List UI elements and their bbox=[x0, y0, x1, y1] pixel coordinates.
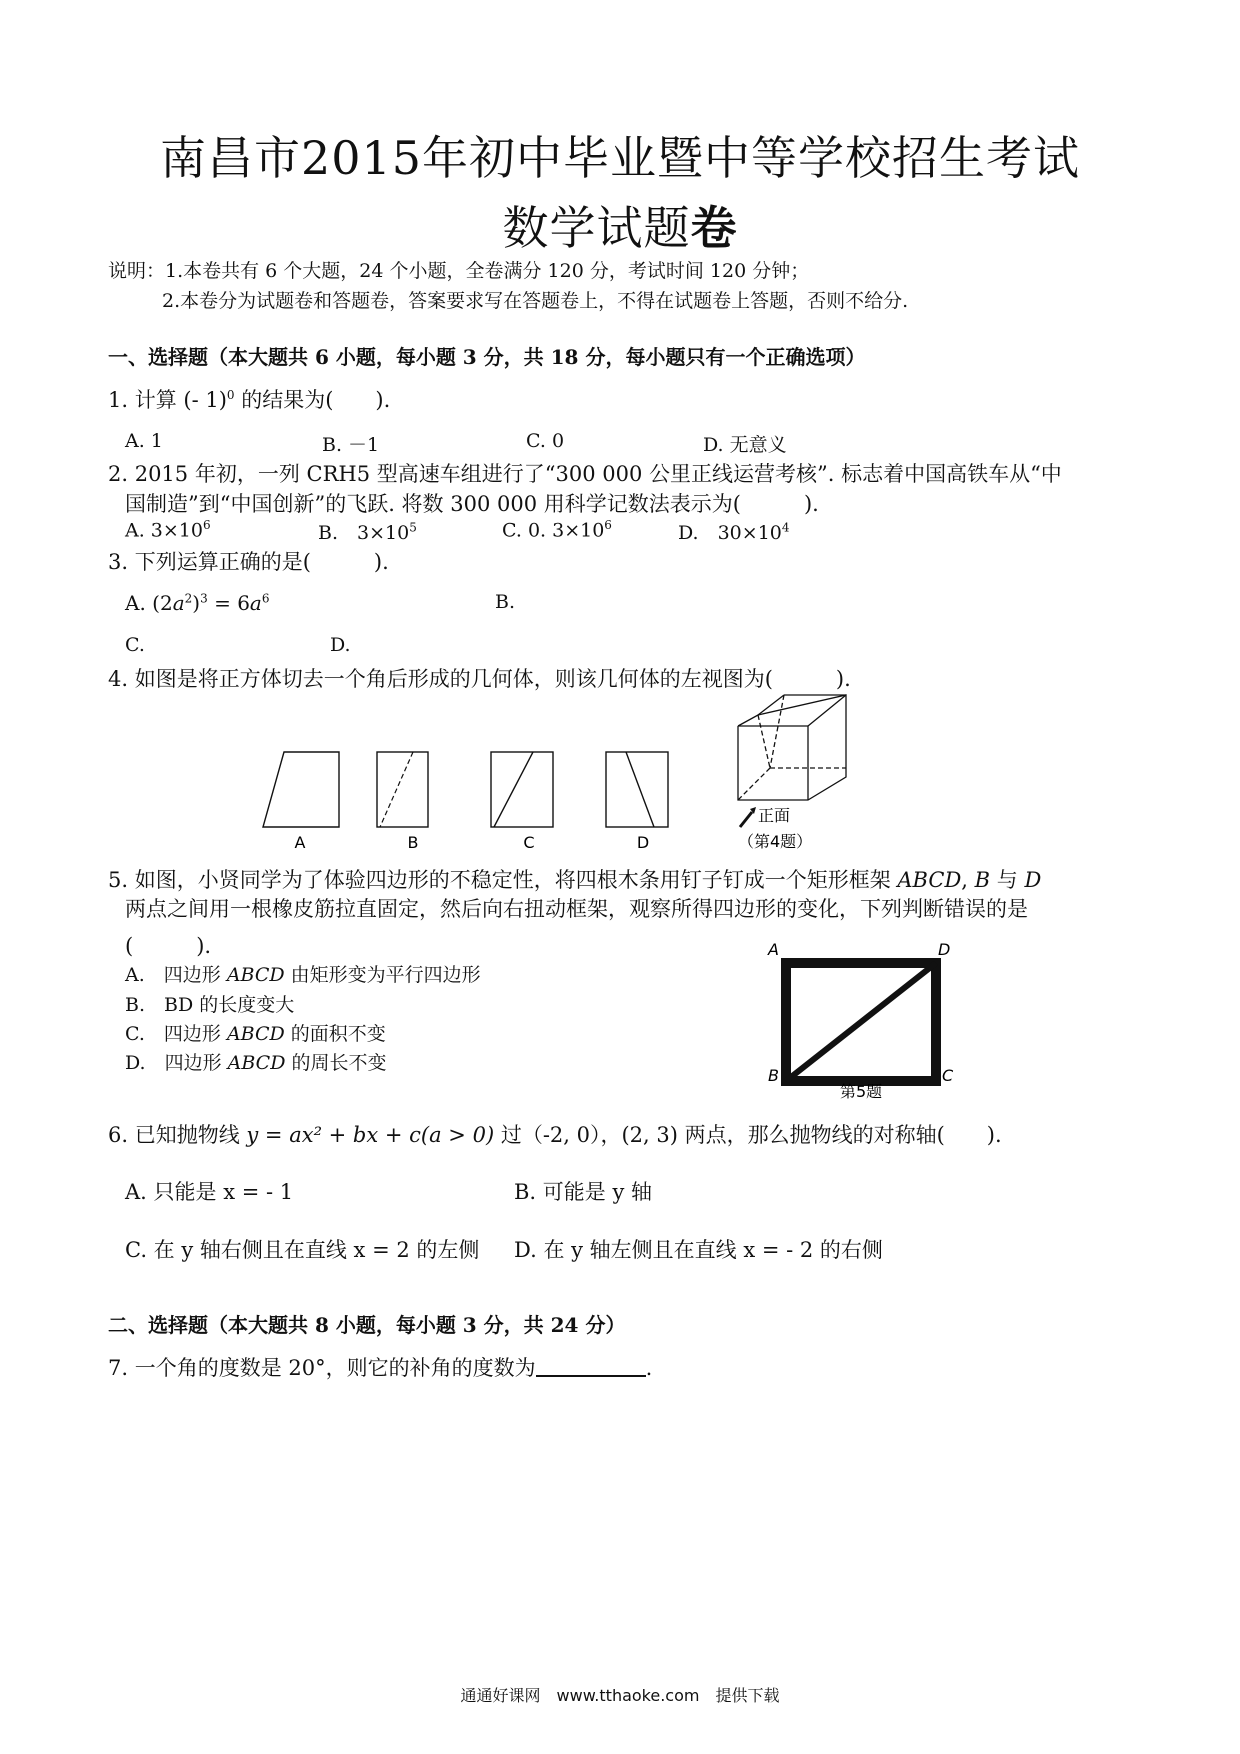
q4-view-d-line bbox=[626, 752, 654, 827]
q3-a-var: a bbox=[172, 591, 185, 615]
q5-d-abcd: ABCD bbox=[227, 1052, 286, 1074]
question-6 bbox=[108, 1119, 1002, 1149]
page-footer: 通通好课网 www.tthaoke.com 提供下载 bbox=[460, 1686, 780, 1705]
q6-option-c: C. 在 y 轴右侧且在直线 x = 2 的左侧 bbox=[125, 1238, 480, 1262]
q5-option-b: B. BD 的长度变大 bbox=[125, 994, 295, 1016]
q5-c-2: 的面积不变 bbox=[284, 1023, 386, 1045]
q4-label-a: A bbox=[294, 833, 306, 852]
q4-view-a bbox=[263, 752, 339, 827]
note-line-1: 说明：1.本卷共有 6 个大题，24 个小题，全卷满分 120 分，考试时间 120 分钟； bbox=[108, 260, 810, 282]
q3-a-3: = 6 bbox=[207, 591, 250, 615]
q5-text-1: 5. 如图，小贤同学为了体验四边形的不稳定性，将四根木条用钉子钉成一个矩形框架 bbox=[108, 868, 898, 892]
q3-a-exp3: 6 bbox=[261, 591, 270, 606]
question-4: 4. 如图是将正方体切去一个角后形成的几何体，则该几何体的左视图为( ). bbox=[108, 667, 851, 691]
q7-answer-blank[interactable] bbox=[536, 1357, 646, 1377]
q5-c-1: C. 四边形 bbox=[125, 1023, 227, 1045]
q2-option-c bbox=[502, 518, 612, 541]
note-line-2: 2.本卷分为试题卷和答题卷，答案要求写在答题卷上，不得在试题卷上答题，否则不给分. bbox=[162, 290, 909, 312]
q6-equation: y = ax² + bx + c(a > 0) bbox=[246, 1123, 495, 1147]
q4-caption: （第4题） bbox=[738, 832, 813, 851]
q3-a-var2: a bbox=[249, 591, 262, 615]
q5-abcd: ABCD bbox=[897, 868, 962, 892]
exam-subtitle bbox=[0, 192, 1240, 258]
exam-title: 南昌市2015年初中毕业暨中等学校招生考试 bbox=[159, 131, 1081, 185]
q2-option-b bbox=[318, 518, 417, 545]
question-5-line-3: ( ). bbox=[125, 934, 212, 958]
question-5-line-2: 两点之间用一根橡皮筋拉直固定，然后向右扭动框架，观察所得四边形的变化，下列判断错误的是 bbox=[125, 897, 1028, 921]
q5-diagonal-bd bbox=[786, 963, 936, 1081]
q4-cube-figure bbox=[738, 695, 846, 800]
q2-d-exp: 4 bbox=[781, 520, 790, 535]
q1-text-end: 的结果为( ). bbox=[234, 388, 391, 412]
q2-a-base: A. 3×10 bbox=[125, 519, 203, 542]
q3-a-1: A. (2 bbox=[125, 591, 173, 615]
q5-vertex-d: D bbox=[938, 940, 951, 959]
q3-option-c: C. bbox=[125, 634, 145, 656]
q3-option-b: B. bbox=[495, 591, 516, 613]
q4-view-d bbox=[606, 752, 668, 827]
q2-c-base: C. 0. 3×10 bbox=[502, 519, 605, 542]
q6-text-1: 6. 已知抛物线 bbox=[108, 1123, 247, 1147]
q3-a-exp1: 2 bbox=[184, 591, 193, 606]
q5-vertex-b: B bbox=[768, 1066, 779, 1085]
q4-figure bbox=[250, 690, 870, 860]
q5-d: D bbox=[1024, 868, 1042, 892]
question-2-line-1: 2. 2015 年初，一列 CRH5 型高速车组进行了“300 000 公里正线运营考核”. 标志着中国高铁车从“中 bbox=[108, 462, 1062, 486]
q1-option-c: C. 0 bbox=[526, 430, 565, 452]
q4-label-d: D bbox=[636, 833, 650, 852]
q4-front-label: 正面 bbox=[758, 806, 791, 825]
q4-view-b-dashed-line bbox=[380, 752, 413, 827]
question-1 bbox=[108, 384, 390, 414]
q2-a-exp: 6 bbox=[203, 518, 211, 532]
q4-front-arrow bbox=[740, 812, 752, 827]
q5-option-a bbox=[125, 960, 481, 987]
section-2-title: 二、选择题（本大题共 8 小题，每小题 3 分，共 24 分） bbox=[108, 1313, 626, 1337]
q5-b: B bbox=[974, 868, 991, 892]
question-3: 3. 下列运算正确的是( ). bbox=[108, 550, 389, 574]
q2-option-d bbox=[678, 518, 790, 545]
q5-comma: , bbox=[961, 868, 975, 892]
q3-a-2: ) bbox=[192, 591, 201, 615]
q4-view-c-line bbox=[494, 752, 533, 827]
q3-option-d: D. bbox=[330, 634, 351, 656]
q1-text: 1. 计算 (- 1) bbox=[108, 388, 227, 412]
section-1-title: 一、选择题（本大题共 6 小题，每小题 3 分，共 18 分，每小题只有一个正确选项） bbox=[108, 345, 866, 369]
subtitle-bold-part: 卷 bbox=[690, 201, 738, 255]
q5-option-c bbox=[125, 1019, 386, 1046]
q5-d-1: D. 四边形 bbox=[125, 1052, 228, 1074]
q2-b-base: B. 3×10 bbox=[318, 522, 410, 544]
q5-caption: 第5题 bbox=[840, 1082, 883, 1101]
q2-b-exp: 5 bbox=[409, 520, 417, 535]
q5-a-1: A. 四边形 bbox=[125, 964, 227, 986]
q4-view-b bbox=[377, 752, 428, 827]
q5-vertex-a: A bbox=[768, 940, 779, 959]
q2-option-a bbox=[125, 518, 211, 541]
q5-c-abcd: ABCD bbox=[226, 1023, 285, 1045]
q1-option-b: B. －1 bbox=[322, 434, 380, 456]
q1-option-a: A. 1 bbox=[125, 430, 163, 452]
q1-exponent: 0 bbox=[226, 388, 235, 402]
q2-d-base: D. 30×10 bbox=[678, 522, 782, 544]
q5-and: 与 bbox=[990, 868, 1025, 892]
q7-text: 7. 一个角的度数是 20°，则它的补角的度数为 bbox=[108, 1356, 536, 1380]
q3-a-exp2: 3 bbox=[200, 591, 208, 606]
q6-text-2: 过（-2, 0），(2, 3) 两点，那么抛物线的对称轴( ). bbox=[494, 1123, 1002, 1147]
question-2-line-2: 国制造”到“中国创新”的飞跃. 将数 300 000 用科学记数法表示为( ). bbox=[125, 492, 819, 516]
question-7 bbox=[108, 1352, 652, 1382]
q5-option-d bbox=[125, 1048, 387, 1075]
subtitle-part: 数学试题 bbox=[502, 201, 691, 255]
q4-label-c: C bbox=[523, 833, 535, 852]
q5-a-2: 由矩形变为平行四边形 bbox=[284, 964, 481, 986]
question-5-line-1 bbox=[108, 864, 1041, 894]
q2-c-exp: 6 bbox=[604, 518, 612, 532]
q6-option-a: A. 只能是 x = - 1 bbox=[125, 1180, 294, 1204]
q5-a-abcd: ABCD bbox=[226, 964, 285, 986]
q4-label-b: B bbox=[407, 833, 419, 852]
q5-figure bbox=[760, 935, 970, 1105]
q7-period: . bbox=[645, 1356, 653, 1380]
q6-option-d: D. 在 y 轴左侧且在直线 x = - 2 的右侧 bbox=[514, 1238, 883, 1262]
q3-option-a bbox=[125, 591, 270, 615]
q6-option-b: B. 可能是 y 轴 bbox=[514, 1180, 652, 1204]
q5-vertex-c: C bbox=[942, 1066, 954, 1085]
q1-option-d: D. 无意义 bbox=[703, 434, 787, 456]
q5-d-2: 的周长不变 bbox=[285, 1052, 387, 1074]
